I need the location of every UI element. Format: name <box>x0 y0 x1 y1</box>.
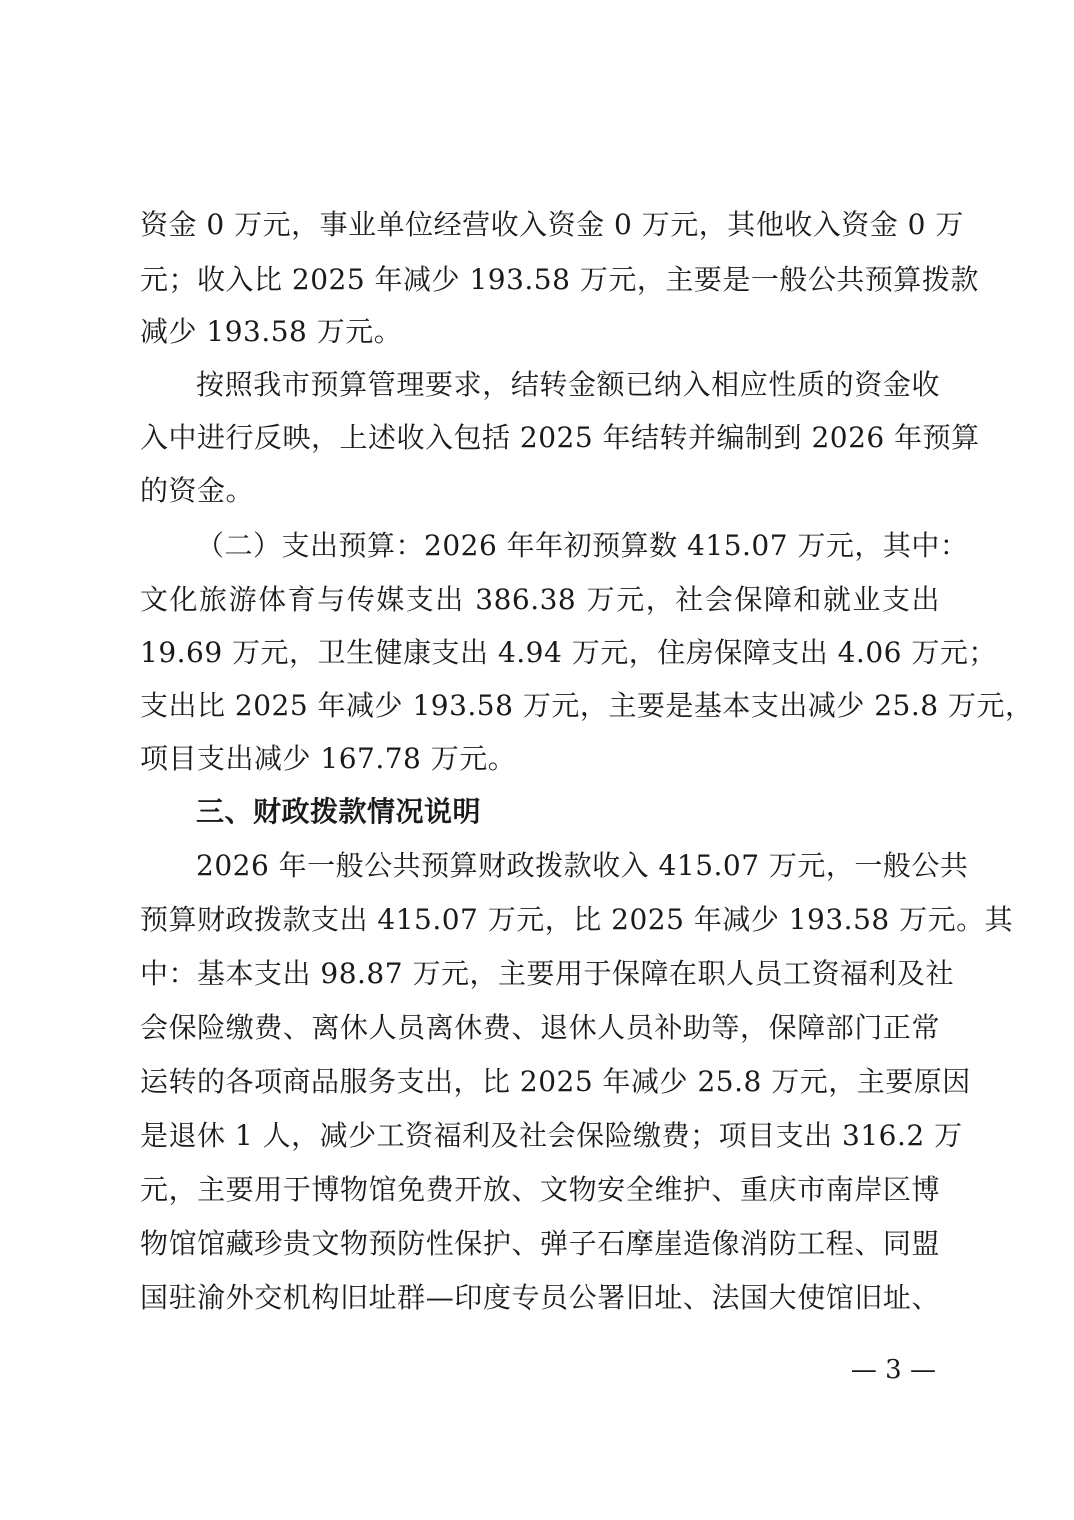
section-heading: 三、财政拨款情况说明 <box>196 795 482 828</box>
paragraph-5-line-7: 元，主要用于博物馆免费开放、文物安全维护、重庆市南岸区博 <box>140 1173 940 1206</box>
paragraph-5-line-3: 中：基本支出 98.87 万元，主要用于保障在职人员工资福利及社 <box>140 957 954 990</box>
page-number: — 3 — <box>850 1355 936 1385</box>
paragraph-1-line-2: 元；收入比 2025 年减少 193.58 万元，主要是一般公共预算拨款 <box>140 263 979 296</box>
paragraph-5-line-6: 是退休 1 人，减少工资福利及社会保险缴费；项目支出 316.2 万 <box>140 1119 963 1152</box>
paragraph-2-line-1: 按照我市预算管理要求，结转金额已纳入相应性质的资金收 <box>196 368 940 401</box>
paragraph-5-line-9: 国驻渝外交机构旧址群—印度专员公署旧址、法国大使馆旧址、 <box>140 1281 940 1314</box>
paragraph-5-line-4: 会保险缴费、离休人员离休费、退休人员补助等，保障部门正常 <box>140 1011 940 1044</box>
paragraph-3-line-4: 支出比 2025 年减少 193.58 万元，主要是基本支出减少 25.8 万元， <box>140 689 1034 722</box>
paragraph-3-line-1: （二）支出预算：2026 年年初预算数 415.07 万元，其中： <box>196 529 969 562</box>
paragraph-1-line-1: 资金 0 万元，事业单位经营收入资金 0 万元，其他收入资金 0 万 <box>140 208 964 241</box>
paragraph-5-line-1: 2026 年一般公共预算财政拨款收入 415.07 万元，一般公共 <box>196 849 969 882</box>
paragraph-5-line-5: 运转的各项商品服务支出，比 2025 年减少 25.8 万元，主要原因 <box>140 1065 971 1098</box>
paragraph-2-line-2: 入中进行反映，上述收入包括 2025 年结转并编制到 2026 年预算 <box>140 421 980 454</box>
paragraph-5-line-2: 预算财政拨款支出 415.07 万元，比 2025 年减少 193.58 万元。其 <box>140 903 1014 936</box>
paragraph-1-line-3: 减少 193.58 万元。 <box>140 315 403 348</box>
paragraph-3-line-3: 19.69 万元，卫生健康支出 4.94 万元，住房保障支出 4.06 万元； <box>140 636 997 669</box>
paragraph-3-line-5: 项目支出减少 167.78 万元。 <box>140 742 517 775</box>
paragraph-2-line-3: 的资金。 <box>140 474 255 507</box>
paragraph-5-line-8: 物馆馆藏珍贵文物预防性保护、弹子石摩崖造像消防工程、同盟 <box>140 1227 940 1260</box>
paragraph-3-line-2: 文化旅游体育与传媒支出 386.38 万元，社会保障和就业支出 <box>140 583 940 616</box>
